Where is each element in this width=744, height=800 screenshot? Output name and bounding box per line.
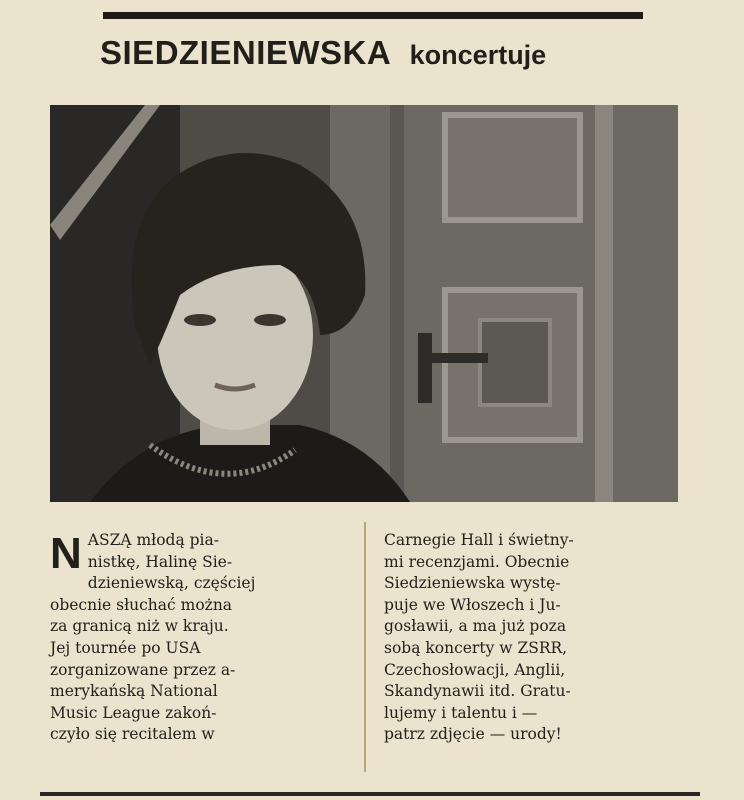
- headline-name: SIEDZIENIEWSKA: [100, 34, 392, 71]
- text-line: czyło się recitalem w: [50, 725, 215, 744]
- text-line: merykańską National: [50, 682, 218, 701]
- text-line: gosławii, a ma już poza: [384, 617, 567, 636]
- text-line: Jej tournée po USA: [50, 638, 201, 657]
- headline: [100, 34, 645, 72]
- text-line: zorganizowane przez a-: [50, 660, 236, 679]
- text-line: nistkę, Halinę Sie-: [87, 552, 233, 571]
- text-line: sobą koncerty w ZSRR,: [384, 638, 568, 657]
- text-line: Carnegie Hall i świetny-: [384, 531, 574, 549]
- bottom-rule: [40, 792, 700, 796]
- dropcap: N: [50, 529, 82, 578]
- portrait-photo: [50, 105, 678, 502]
- text-line: Skandynawii itd. Gratu-: [384, 682, 571, 701]
- text-line: ASZĄ młodą pia-: [87, 531, 219, 549]
- text-line: dzieniewską, częściej: [87, 574, 256, 593]
- article-column-right: [384, 530, 676, 746]
- headline-verb: koncertuje: [409, 40, 547, 70]
- text-line: obecnie słuchać można: [50, 595, 233, 614]
- article-column-left: [50, 530, 347, 746]
- text-line: mi recenzjami. Obecnie: [384, 552, 570, 571]
- text-line: za granicą niż w kraju.: [50, 617, 229, 636]
- column-divider: [364, 522, 366, 772]
- text-line: Siedzieniewska wystę-: [384, 574, 561, 593]
- text-line: patrz zdjęcie — urody!: [384, 725, 562, 744]
- text-line: Czechosłowacji, Anglii,: [384, 660, 566, 679]
- text-line: puje we Włoszech i Ju-: [384, 595, 561, 614]
- top-rule: [103, 12, 643, 19]
- text-line: Music League zakoń-: [50, 703, 217, 722]
- text-line: lujemy i talentu i —: [384, 703, 538, 722]
